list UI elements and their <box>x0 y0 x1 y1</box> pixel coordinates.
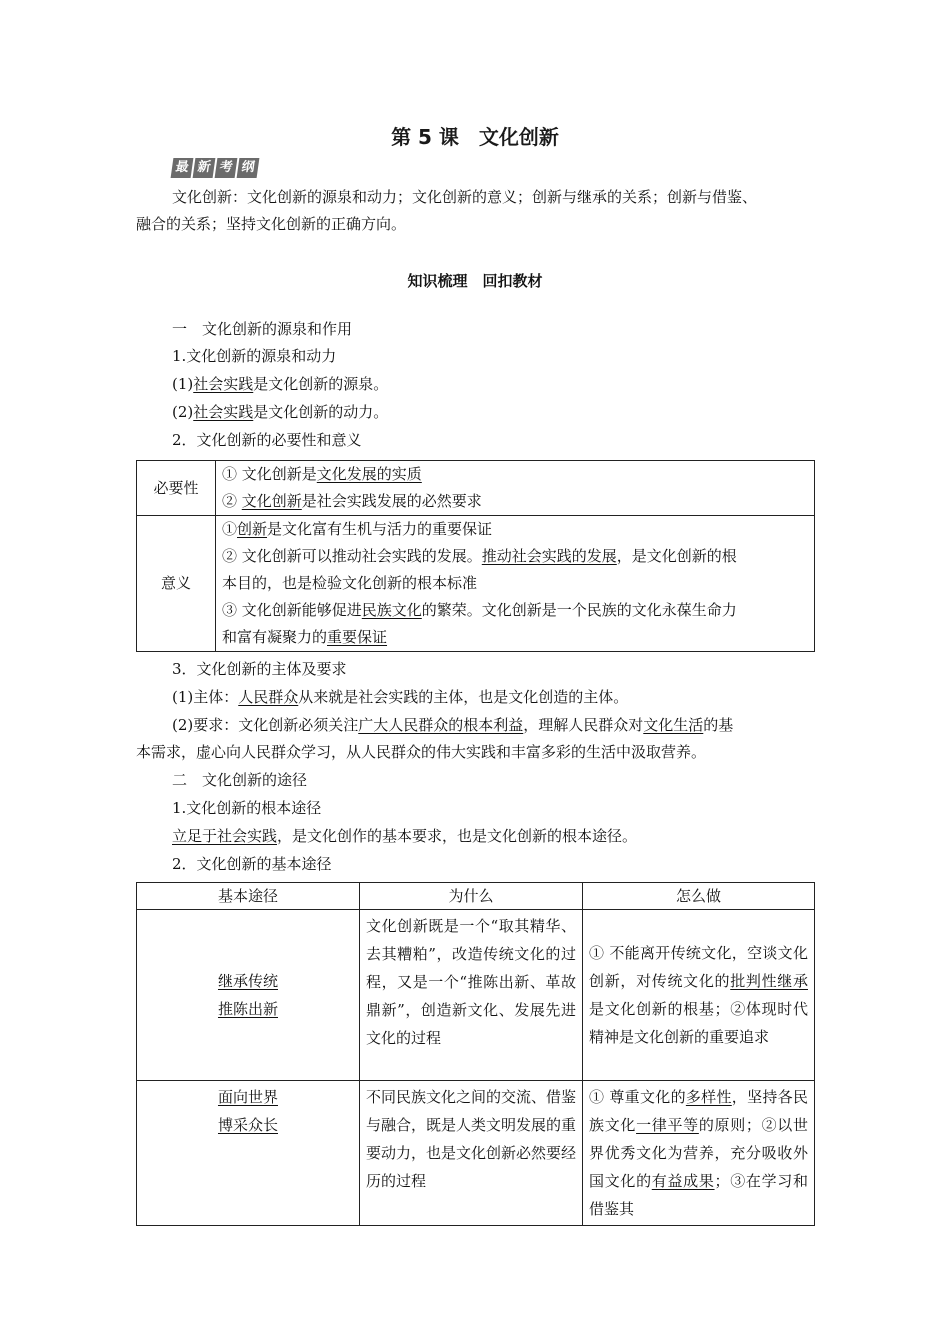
significance-label: 意义 <box>137 516 216 652</box>
approach-name-cell: 面向世界 博采众长 <box>137 1081 360 1226</box>
necessity-significance-table <box>136 460 815 652</box>
approach-name-cell: 继承传统 推陈出新 <box>137 910 360 1081</box>
badge-char: 新 <box>193 158 216 178</box>
table-row <box>137 516 815 652</box>
table-row <box>137 910 815 1081</box>
header-cell: 基本途径 <box>137 883 360 910</box>
page-title: 第 5 课 文化创新 <box>391 125 559 149</box>
part2-heading: 二 文化创新的途径 <box>172 771 308 789</box>
blank-answer: 社会实践 <box>193 403 254 421</box>
header-cell: 怎么做 <box>583 883 815 910</box>
badge-char: 考 <box>215 158 238 178</box>
how-cell: ① 尊重文化的多样性，坚持各民族文化一律平等的原则；②以世界优秀文化为营养，充分吸收外国文化的有益成果；③在学习和借鉴其 <box>583 1081 815 1226</box>
badge-char: 纲 <box>237 158 260 178</box>
table-row <box>137 1081 815 1226</box>
outline-text-1: 文化创新：文化创新的源泉和动力；文化创新的意义；创新与继承的关系；创新与借鉴、 <box>172 188 758 206</box>
why-cell: 不同民族文化之间的交流、借鉴与融合，既是人类文明发展的重要动力，也是文化创新必然要经历的过程 <box>360 1081 583 1226</box>
part1-s3-title: 3．文化创新的主体及要求 <box>172 660 347 678</box>
part1-s3-b-line2: 本需求，虚心向人民群众学习，从人民群众的伟大实践和丰富多彩的生活中汲取营养。 <box>136 743 707 761</box>
how-cell: ① 不能离开传统文化，空谈文化创新，对传统文化的批判性继承是文化创新的根基；②体现时代精神是文化创新的重要追求 <box>583 910 815 1081</box>
part1-s1-b: (2)社会实践是文化创新的动力。 <box>172 403 389 421</box>
part2-s1-body: 立足于社会实践，是文化创作的基本要求，也是文化创新的根本途径。 <box>172 827 638 845</box>
outline-text-2: 融合的关系；坚持文化创新的正确方向。 <box>136 215 407 233</box>
approach-table <box>136 882 815 1226</box>
header-cell: 为什么 <box>360 883 583 910</box>
necessity-label: 必要性 <box>137 461 216 516</box>
part1-s1-a: (1)社会实践是文化创新的源泉。 <box>172 375 389 393</box>
table-row <box>137 461 815 516</box>
necessity-content: ① 文化创新是文化发展的实质 ② 文化创新是社会实践发展的必然要求 <box>216 461 815 516</box>
part2-s2-title: 2．文化创新的基本途径 <box>172 855 332 873</box>
part1-s3-b: (2)要求：文化创新必须关注广大人民群众的根本利益，理解人民群众对文化生活的基 <box>172 716 734 734</box>
table-header-row <box>137 883 815 910</box>
exam-outline-badge <box>172 158 262 180</box>
part1-s3-a: (1)主体：人民群众从来就是社会实践的主体，也是文化创造的主体。 <box>172 688 629 706</box>
part1-s2-title: 2．文化创新的必要性和意义 <box>172 431 362 449</box>
badge-char: 最 <box>171 158 194 178</box>
section-title: 知识梳理 回扣教材 <box>407 272 543 290</box>
part1-s1-title: 1.文化创新的源泉和动力 <box>172 347 337 365</box>
part2-s1-title: 1.文化创新的根本途径 <box>172 799 322 817</box>
blank-answer: 社会实践 <box>193 375 254 393</box>
significance-content: ①创新是文化富有生机与活力的重要保证 ② 文化创新可以推动社会实践的发展。推动社会实践的发展，是文化创新的根 本目的，也是检验文化创新的根本标准 ③ 文化创新能够促进民族文化的繁荣。文化创新是一个民族的文化永葆生命力 和富有凝聚力的重要保证 <box>216 516 815 652</box>
part1-heading: 一 文化创新的源泉和作用 <box>172 320 353 338</box>
why-cell: 文化创新既是一个“取其精华、去其糟粕”，改造传统文化的过程，又是一个“推陈出新、革故鼎新”，创造新文化、发展先进文化的过程 <box>360 910 583 1081</box>
